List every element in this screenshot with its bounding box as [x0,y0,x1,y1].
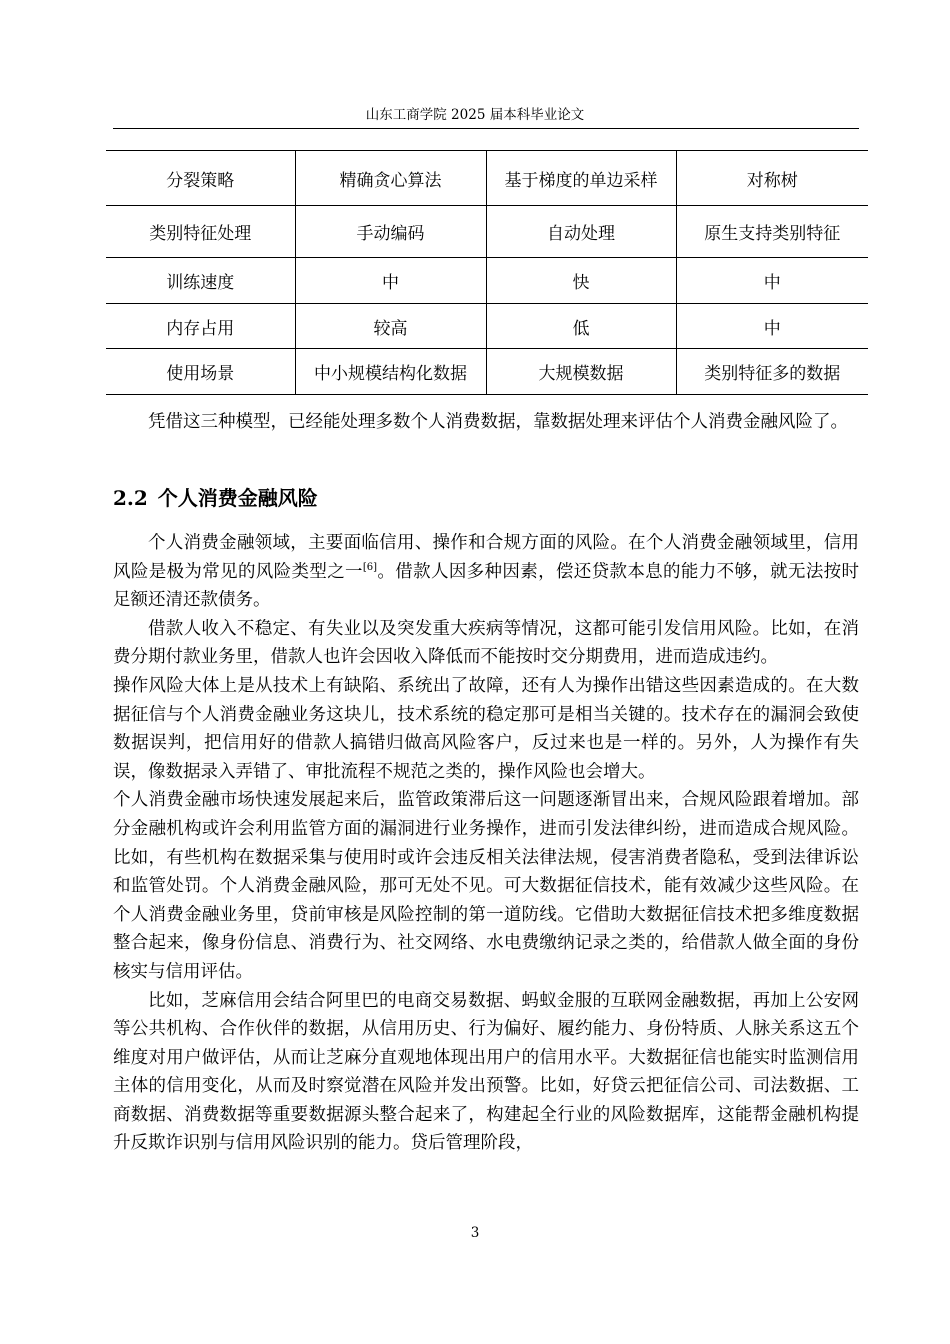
table-row [106,151,868,206]
table-cell: 类别特征处理 [106,206,295,258]
table-cell: 中小规模结构化数据 [295,349,486,395]
running-header: 山东工商学院 2025 届本科毕业论文 [365,107,585,123]
intro-text-block [113,408,859,437]
table-cell: 快 [486,258,676,304]
section-heading [113,484,318,512]
paragraph: 个人消费金融市场快速发展起来后，监管政策滞后这一问题逐渐冒出来，合规风险跟着增加。部分金融机构或许会利用监管方面的漏洞进行业务操作，进而引发法律纠纷，进而造成合规风险。比如，有些机构在数据采集与使用时或许会违反相关法律法规，侵害消费者隐私，受到法律诉讼和监管处罚。个人消费金融风险，那可无处不见。可大数据征信技术，能有效减少这些风险。在个人消费金融业务里，贷前审核是风险控制的第一道防线。它借助大数据征信技术把多维度数据整合起来，像身份信息、消费行为、社交网络、水电费缴纳记录之类的，给借款人做全面的身份核实与信用评估。 [113,790,859,982]
section-number: 2.2 [113,486,148,510]
table-cell: 大规模数据 [486,349,676,395]
table-row [106,258,868,304]
table-cell: 精确贪心算法 [295,151,486,206]
citation: [6] [362,561,378,573]
table-cell: 低 [486,304,676,349]
table-row [106,349,868,395]
table-cell: 训练速度 [106,258,295,304]
table-cell: 手动编码 [295,206,486,258]
intro-paragraph: 凭借这三种模型，已经能处理多数个人消费数据，靠数据处理来评估个人消费金融风险了。 [148,412,848,432]
table-cell: 中 [295,258,486,304]
table-cell: 类别特征多的数据 [676,349,868,395]
table-cell: 内存占用 [106,304,295,349]
body-text-block [113,529,859,1158]
header-divider [113,128,859,129]
paragraph: 比如，芝麻信用会结合阿里巴的电商交易数据、蚂蚁金服的互联网金融数据，再加上公安网等公共机构、合作伙伴的数据，从信用历史、行为偏好、履约能力、身份特质、人脉关系这五个维度对用户做评估，从而让芝麻分直观地体现出用户的信用水平。大数据征信也能实时监测信用主体的信用变化，从而及时察觉潜在风险并发出预警。比如，好贷云把征信公司、司法数据、工商数据、消费数据等重要数据源头整合起来了，构建起全行业的风险数据库，这能帮金融机构提升反欺诈识别与信用风险识别的能力。贷后管理阶段， [113,990,859,1154]
paragraph [113,529,859,615]
section-title: 个人消费金融风险 [157,486,318,510]
page-number: 3 [470,1225,480,1241]
table-cell: 基于梯度的单边采样 [486,151,676,206]
table-cell: 中 [676,258,868,304]
table-cell: 使用场景 [106,349,295,395]
table-cell: 自动处理 [486,206,676,258]
table-row [106,304,868,349]
table-cell: 较高 [295,304,486,349]
paragraph-text: 。借款人因多种因素，偿还贷款本息的能力不够，就无法按时足额还清还款债务。 [113,561,860,611]
table-row [106,206,868,258]
table-cell: 原生支持类别特征 [676,206,868,258]
paragraph: 操作风险大体上是从技术上有缺陷、系统出了故障，还有人为操作出错这些因素造成的。在大数据征信与个人消费金融业务这块儿，技术系统的稳定那可是相当关键的。技术存在的漏洞会致使数据误判，把信用好的借款人搞错归做高风险客户，反过来也是一样的。另外，人为操作有失误，像数据录入弄错了、审批流程不规范之类的，操作风险也会增大。 [113,675,859,782]
paragraph-text: 个人消费金融领域，主要面临信用、操作和合规方面的风险。在个人消费金融领域里，信用风险是极为常见的风险类型之一 [113,533,859,582]
table-cell: 对称树 [676,151,868,206]
paragraph: 借款人收入不稳定、有失业以及突发重大疾病等情况，这都可能引发信用风险。比如，在消费分期付款业务里，借款人也许会因收入降低而不能按时交分期费用，进而造成违约。 [113,618,859,668]
table-cell: 分裂策略 [106,151,295,206]
table-cell: 中 [676,304,868,349]
model-comparison-table [106,150,868,395]
